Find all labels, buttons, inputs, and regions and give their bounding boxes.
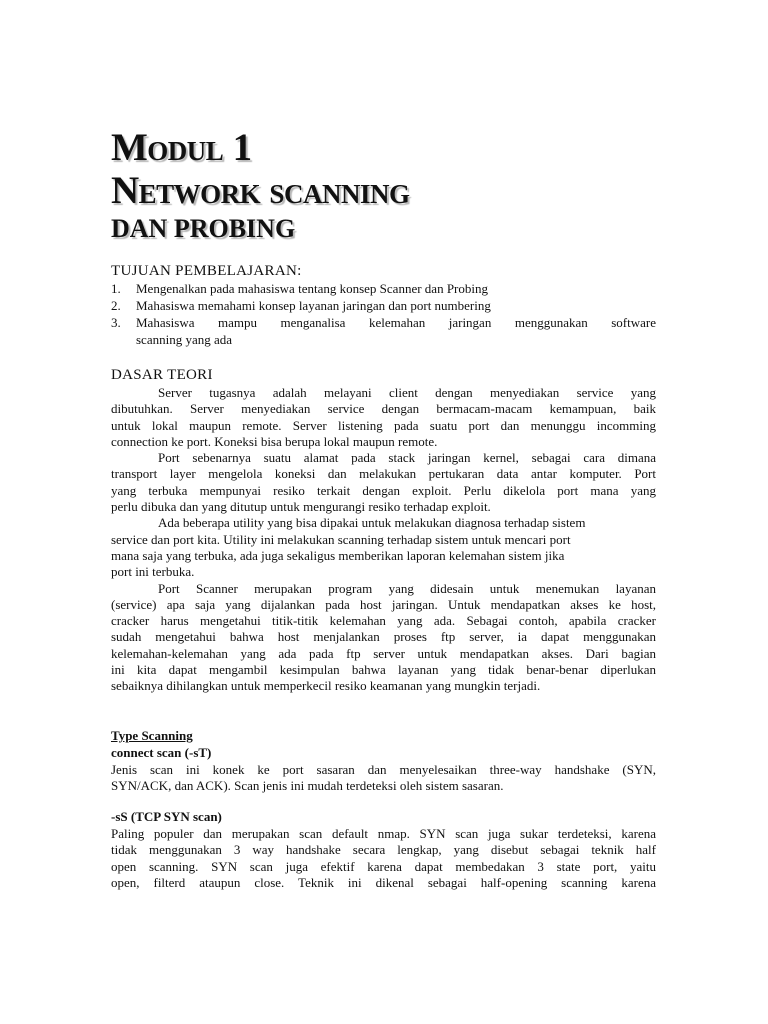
paragraph bbox=[111, 515, 656, 580]
list-number: 1. bbox=[111, 281, 121, 296]
text-line: SYN/ACK, dan ACK). Scan jenis ini mudah terdeteksi oleh sistem sasaran. bbox=[111, 778, 504, 794]
list-number: 2. bbox=[111, 298, 121, 313]
list-text bbox=[136, 314, 656, 348]
text-line: Port Scanner merupakan program yang didesain untuk menemukan layanan bbox=[158, 580, 656, 596]
type-scanning-heading: Type Scanning bbox=[111, 728, 193, 743]
list-text-line: scanning yang ada bbox=[136, 332, 233, 347]
paragraph bbox=[111, 762, 656, 795]
text-line: perlu dibuka dan yang ditutup untuk mengurangi resiko terhadap exploit. bbox=[111, 499, 491, 515]
text-line: untuk lokal maupun remote. Server listening pada suatu port dan menunggu incomming bbox=[111, 417, 656, 433]
text-line: yang terbuka mempunyai resiko terkait dengan exploit. Perlu dikelola port mana yang bbox=[111, 482, 656, 498]
title-line-3: DAN PROBING bbox=[111, 214, 296, 243]
text-line: connection ke port. Koneksi bisa berupa lokal maupun remote. bbox=[111, 433, 438, 449]
module-title bbox=[111, 128, 409, 242]
text-line: Jenis scan ini konek ke port sasaran dan menyelesaikan three-way handshake (SYN, bbox=[111, 762, 656, 777]
text-line: (service) apa saja yang dijalankan pada host jaringan. Untuk mendapatkan akses ke host, bbox=[111, 596, 656, 612]
text-line: Port sebenarnya suatu alamat pada stack jaringan kernel, sebagai cara dimana bbox=[158, 450, 656, 466]
list-item bbox=[111, 314, 656, 348]
text-line: mana saja yang terbuka, ada juga sekaligus memberikan laporan kelemahan sistem jika bbox=[111, 547, 565, 563]
text-line: open, filterd ataupun close. Teknik ini dikenal sebagai half-opening scanning karena bbox=[111, 874, 656, 890]
syn-scan-body bbox=[111, 826, 656, 891]
text-line: service dan port kita. Utility ini melakukan scanning terhadap sistem untuk mencari port bbox=[111, 531, 571, 547]
text-line: ini kita dapat mengambil kesimpulan bahwa layanan yang tidak benar-benar diperlukan bbox=[111, 662, 656, 678]
list-item bbox=[111, 280, 656, 297]
text-line: transport layer mengelola koneksi dan melakukan pertukaran data antar komputer. Port bbox=[111, 466, 656, 482]
text-line: sebaiknya dihilangkan untuk memperkecil resiko keamanan yang mungkin terjadi. bbox=[111, 678, 541, 694]
text-line: dibutuhkan. Server menyediakan service dengan bermacam-macam kemampuan, baik bbox=[111, 401, 656, 417]
title-line-2: Network scanning bbox=[111, 169, 410, 212]
text-line: kelemahan-kelemahan yang ada pada ftp server untuk mendapatkan akses. Dari bagian bbox=[111, 645, 656, 661]
syn-scan-title: -sS (TCP SYN scan) bbox=[111, 809, 222, 824]
paragraph bbox=[111, 581, 656, 695]
text-line: open scanning. SYN scan juga efektif karena dapat membedakan 3 state port, yaitu bbox=[111, 858, 656, 874]
text-line: port ini terbuka. bbox=[111, 564, 195, 580]
paragraph bbox=[111, 385, 656, 450]
text-line: tidak menggunakan 3 way handshake secara lengkap, yang disebut sebagai teknik half bbox=[111, 842, 656, 858]
list-item bbox=[111, 297, 656, 314]
paragraph bbox=[111, 826, 656, 891]
list-text-line: Mahasiswa mampu menganalisa kelemahan jaringan menggunakan software bbox=[136, 315, 656, 330]
connect-scan-body bbox=[111, 762, 656, 795]
text-line: Paling populer dan merupakan scan default nmap. SYN scan juga sukar terdeteksi, karena bbox=[111, 826, 656, 841]
dasar-teori-heading: DASAR TEORI bbox=[111, 367, 213, 383]
text-line: Server tugasnya adalah melayani client dengan menyediakan service yang bbox=[158, 385, 656, 400]
list-number: 3. bbox=[111, 315, 121, 330]
paragraph bbox=[111, 450, 656, 515]
text-line: Ada beberapa utility yang bisa dipakai untuk melakukan diagnosa terhadap sistem bbox=[158, 515, 586, 531]
dasar-teori-body bbox=[111, 385, 656, 695]
list-text: Mengenalkan pada mahasiswa tentang konsep Scanner dan Probing bbox=[136, 281, 488, 296]
title-line-1: Modul 1 bbox=[111, 126, 252, 169]
text-line: cracker harus mengetahui titik-titik kelemahan yang ada. Sebagai contoh, apabila cracker bbox=[111, 613, 656, 629]
text-line: sudah mengetahui bahwa host menjalankan proses ftp server, ia dapat menggunakan bbox=[111, 629, 656, 645]
list-text: Mahasiswa memahami konsep layanan jaringan dan port numbering bbox=[136, 298, 491, 313]
objectives-list bbox=[111, 280, 656, 348]
tujuan-heading: TUJUAN PEMBELAJARAN: bbox=[111, 263, 302, 279]
connect-scan-title: connect scan (-sT) bbox=[111, 745, 212, 760]
